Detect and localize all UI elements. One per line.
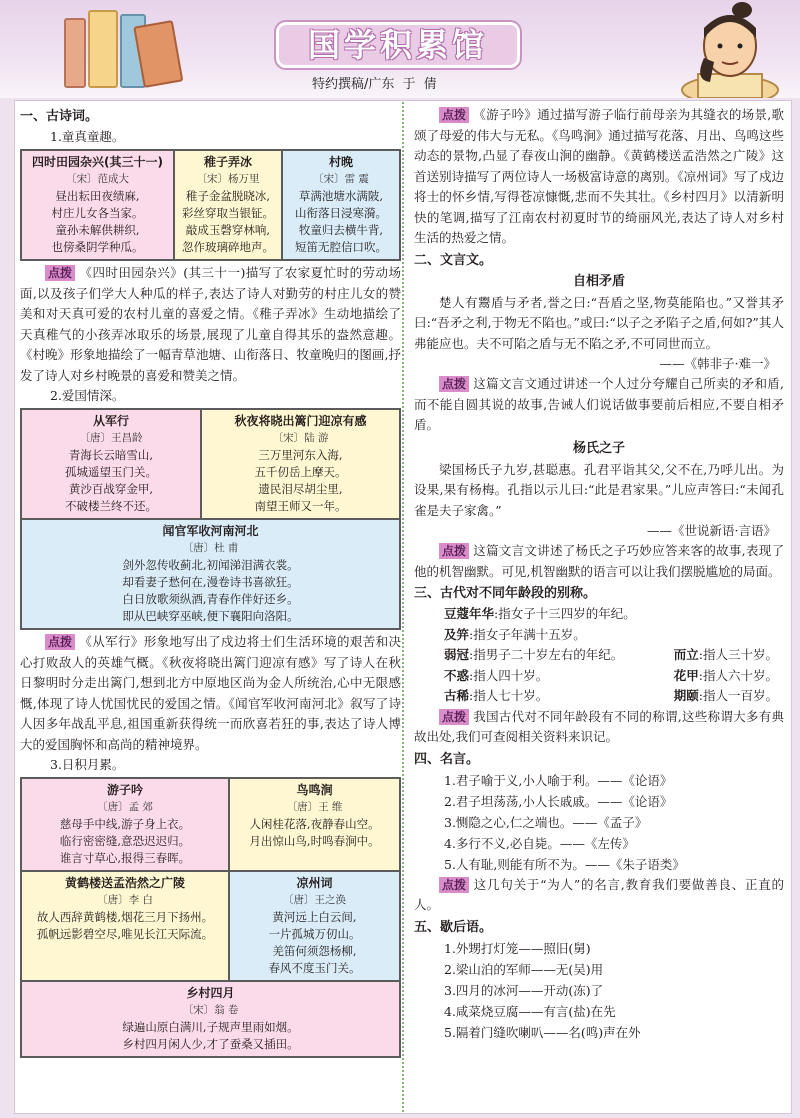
age-term-row (674, 645, 778, 666)
age-def: :指男子二十岁左右的年纪。 (469, 647, 624, 662)
poem-card (201, 409, 400, 519)
poem-author: 〔唐〕杜 甫 (182, 542, 239, 554)
age-def: :指人六十岁。 (698, 667, 778, 683)
age-term: 古稀 (444, 688, 470, 703)
age-def: :指人一百岁。 (698, 688, 778, 703)
classical-text: 楚人有鬻盾与矛者,誉之曰:“吾盾之坚,物莫能陷也。”又誉其矛曰:“吾矛之利,于物无不陷也。”或曰:“以子之矛陷子之盾,何如?”其人弗能应也。夫不可陷之盾与无不陷之矛,不可同世而立。 (414, 294, 784, 351)
age-term-row (444, 686, 674, 707)
age-term: 弱冠 (444, 647, 470, 662)
note-tag: 点拨 (439, 107, 469, 123)
age-term-row (444, 645, 674, 666)
poem-title: 黄鹤楼送孟浩然之广陵 (64, 876, 185, 890)
poem-line: 童孙未解供耕织, (55, 223, 140, 237)
poem-line: 白日放歌须纵酒,青春作伴好还乡。 (122, 592, 299, 606)
age-term: 而立 (673, 647, 699, 662)
poem-line: 村庄儿女各当家。 (51, 206, 144, 220)
poem-title: 四时田园杂兴(其三十一) (32, 155, 163, 169)
list-item: 3.恻隐之心,仁之端也。——《孟子》 (444, 814, 648, 830)
list-item: 2.君子坦荡荡,小人长戚戚。——《论语》 (444, 793, 673, 809)
note-text: 《游子吟》通过描写游子临行前母亲为其缝衣的场景,歌颂了母爱的伟大与无私。《鸟鸣涧》通过描写花落、月出、鸟鸣这些动态的景物,凸显了春夜山涧的幽静。《黄鹤楼送孟浩然之广陵》这首送别诗描写了两位诗人一场极富诗意的离别。《凉州词》写了戍边将士的怀乡情,写得苍凉慷慨,悲而不失其壮。《乡村四月》以清新明快的笔调,描写了江南农村初夏时节的绮丽风光,表达了诗人对乡村生活的热爱之情。 (414, 107, 784, 245)
note-paragraph (414, 105, 784, 249)
section-5-heading: 五、歇后语。 (414, 919, 493, 935)
poem-line: 敲成玉磬穿林响, (185, 223, 271, 237)
note-paragraph (20, 632, 401, 755)
section-1-sub-1: 1.童真童趣。 (50, 129, 125, 144)
section-2-heading: 二、文言文。 (414, 252, 493, 268)
age-terms (414, 604, 784, 707)
poem-title: 从军行 (92, 414, 129, 428)
poem-card (21, 519, 400, 629)
age-term-row (444, 666, 674, 687)
note-paragraph (414, 374, 784, 436)
poem-line: 黄河远上白云间, (272, 910, 357, 924)
poem-title: 秋夜将晓出篱门迎凉有感 (234, 414, 367, 428)
poem-line: 不破楼兰终不还。 (65, 499, 157, 513)
poem-table-2 (20, 408, 401, 630)
section-1-sub-3: 3.日积月累。 (50, 757, 125, 772)
poem-line: 昼出耘田夜绩麻, (55, 189, 140, 203)
poem-line: 三万里河东入海, (258, 448, 343, 462)
section-3-heading: 三、古代对不同年龄段的别称。 (414, 586, 597, 601)
poem-title: 闻官军收河南河北 (162, 524, 259, 538)
poem-author: 〔宋〕陆 游 (272, 432, 329, 444)
poem-title: 凉州词 (296, 876, 333, 890)
poem-author: 〔唐〕孟 郊 (97, 801, 153, 813)
poem-title: 游子吟 (106, 783, 143, 797)
poem-line: 一片孤城万仞山。 (268, 927, 361, 941)
poem-line: 故人西辞黄鹤楼,烟花三月下扬州。 (36, 910, 214, 924)
note-tag: 点拨 (439, 877, 469, 893)
poem-card (21, 150, 174, 260)
poem-line: 牧童归去横牛背, (298, 223, 384, 237)
poem-line: 草满池塘水满陂, (298, 189, 384, 203)
poem-table-3 (20, 777, 401, 1058)
age-def: :指人七十岁。 (469, 688, 549, 703)
poem-line: 彩丝穿取当银钲。 (182, 206, 274, 220)
poem-author: 〔宋〕翁 卷 (182, 1004, 239, 1016)
age-def: :指女子十三四岁的年纪。 (494, 606, 636, 621)
list-item: 1.君子喻于义,小人喻于利。——《论语》 (444, 772, 673, 788)
poem-line: 稚子金盆脱晓冰, (185, 189, 271, 203)
age-term: 期颐 (673, 688, 699, 703)
poem-line: 也傍桑阴学种瓜。 (51, 240, 144, 254)
poem-card (229, 871, 400, 981)
poem-author: 〔唐〕王之涣 (283, 894, 346, 906)
poem-card (21, 778, 229, 871)
poem-card (21, 871, 229, 981)
poem-line: 剑外忽传收蓟北,初闻涕泪满衣裳。 (122, 558, 299, 572)
age-def: :指人三十岁。 (698, 647, 778, 662)
list-item: 5.隔着门缝吹喇叭——名(鸣)声在外 (444, 1024, 641, 1040)
left-column (20, 101, 401, 1060)
age-term-row (444, 625, 778, 646)
poem-author: 〔唐〕王 维 (286, 801, 343, 813)
note-paragraph (414, 541, 784, 582)
right-column (414, 101, 784, 1043)
poem-line: 月出惊山鸟,时鸣春涧中。 (249, 834, 380, 848)
scholar-character-icon (664, 2, 784, 98)
byline: 特约撰稿/广东 于 倩 (312, 77, 437, 92)
poem-line: 青海长云暗雪山, (68, 448, 154, 462)
page-header (0, 0, 800, 98)
age-term: 不惑 (444, 667, 470, 683)
age-term-row (444, 604, 778, 625)
list-item: 5.人有耻,则能有所不为。——《朱子语类》 (444, 856, 685, 872)
poem-line: 五千仞岳上摩天。 (254, 465, 347, 479)
poem-line: 绿遍山原白满川,子规声里雨如烟。 (122, 1020, 299, 1034)
classical-text-title: 杨氏之子 (572, 440, 625, 456)
section-1-sub-2: 2.爱国情深。 (50, 388, 125, 403)
note-tag: 点拨 (439, 376, 469, 392)
poem-line: 孤帆远影碧空尽,唯见长江天际流。 (36, 927, 214, 941)
note-text: 《从军行》形象地写出了戍边将士们生活环境的艰苦和决心打败敌人的英雄气概。《秋夜将晓出篱门迎凉有感》写了诗人在秋日黎明时分走出篱门,想到北方中原地区尚为金人所统治,心中无限感慨,体现了诗人忧国忧民的爱国之情。《闻官军收河南河北》叙写了诗人因多年战乱平息,祖国重新获得统一而欣喜若狂的事,表达了诗人博大的爱国胸怀和高尚的精神境界。 (20, 634, 401, 752)
classical-text: 梁国杨氏子九岁,甚聪惠。孔君平诣其父,父不在,乃呼儿出。为设果,果有杨梅。孔指以示儿曰:“此是君家果。”儿应声答曰:“未闻孔雀是夫子家禽。” (414, 461, 784, 518)
poem-author: 〔唐〕李 白 (97, 894, 153, 906)
note-text: 这篇文言文通过讲述一个人过分夸耀自己所卖的矛和盾,而不能自圆其说的故事,告诫人们说话做事要前后相应,不要自相矛盾。 (414, 376, 784, 432)
poem-line: 南望王师又一年。 (254, 499, 347, 513)
poem-table-1 (20, 149, 401, 261)
books-illustration-icon (64, 8, 194, 88)
classical-source: ——《韩非子·难一》 (659, 356, 776, 371)
list-item: 3.四月的冰河——开动(冻)了 (444, 982, 604, 998)
column-divider (402, 102, 404, 1112)
poem-card (21, 981, 400, 1057)
poem-title: 鸟鸣涧 (296, 783, 333, 797)
poem-author: 〔唐〕王昌龄 (79, 432, 143, 444)
list-item: 2.梁山泊的军师——无(吴)用 (444, 961, 604, 977)
age-term-row (674, 666, 778, 687)
poem-card (21, 409, 201, 519)
xiehouyu-list (414, 938, 784, 1043)
poem-line: 孤城遥望玉门关。 (65, 465, 157, 479)
note-paragraph (414, 707, 784, 748)
poem-line: 人闲桂花落,夜静春山空。 (249, 817, 380, 831)
list-item: 4.咸菜烧豆腐——有言(盐)在先 (444, 1003, 616, 1019)
note-paragraph (20, 263, 401, 386)
poem-line: 遗民泪尽胡尘里, (258, 482, 343, 496)
list-item: 4.多行不义,必自毙。——《左传》 (444, 835, 635, 851)
poem-line: 乡村四月闲人少,才了蚕桑又插田。 (122, 1037, 299, 1051)
age-def: :指女子年满十五岁。 (469, 626, 586, 642)
poem-line: 却看妻子愁何在,漫卷诗书喜欲狂。 (122, 575, 299, 589)
note-text: 我国古代对不同年龄段有不同的称谓,这些称谓大多有典故出处,我们可查阅相关资料来识记。 (414, 708, 784, 744)
poem-line: 忽作玻璃碎地声。 (182, 240, 274, 254)
poem-author: 〔宋〕范成大 (66, 173, 129, 185)
age-term-row (674, 686, 778, 707)
list-item: 1.外甥打灯笼——照旧(舅) (444, 940, 591, 956)
poem-card (282, 150, 400, 260)
poem-line: 临行密密缝,意恐迟迟归。 (59, 834, 191, 848)
poem-line: 即从巴峡穿巫峡,便下襄阳向洛阳。 (122, 609, 299, 623)
section-4-heading: 四、名言。 (414, 751, 480, 767)
poem-card (174, 150, 282, 260)
note-paragraph (414, 875, 784, 916)
poem-author: 〔宋〕杨万里 (196, 173, 260, 185)
age-def: :指人四十岁。 (469, 667, 549, 683)
quote-list (414, 770, 784, 875)
age-term: 及笄 (444, 626, 470, 642)
age-term: 花甲 (673, 667, 699, 683)
poem-line: 谁言寸草心,报得三春晖。 (59, 851, 191, 865)
age-term: 豆蔻年华 (444, 606, 495, 621)
poem-line: 黄沙百战穿金甲, (68, 482, 154, 496)
note-text: 这篇文言文讲述了杨氏之子巧妙应答来客的故事,表现了他的机智幽默。可见,机智幽默的语言可以让我们摆脱尴尬的局面。 (414, 543, 784, 579)
note-tag: 点拨 (439, 543, 469, 559)
page-title: 国学积累馆 (276, 22, 520, 68)
poem-line: 慈母手中线,游子身上衣。 (59, 817, 191, 831)
note-text: 这几句关于“为人”的名言,教育我们要做善良、正直的人。 (414, 876, 784, 912)
classical-text-title: 自相矛盾 (572, 273, 625, 289)
poem-line: 羌笛何须怨杨柳, (272, 944, 357, 958)
section-1-heading: 一、古诗词。 (20, 109, 99, 124)
note-text: 《四时田园杂兴》(其三十一)描写了农家夏忙时的劳动场面,以及孩子们学大人种瓜的样子,表达了诗人对勤劳的村庄儿女的赞美和对天真可爱的农村儿童的喜爱之情。《稚子弄冰》生动地描绘了天真稚气的小孩弄冰取乐的场景,展现了儿童自得其乐的盎然意趣。《村晚》形象地描绘了一幅青草池塘、山衔落日、牧童晚归的图画,抒发了诗人对乡村晚景的喜爱和赞美之情。 (20, 265, 401, 383)
poem-title: 稚子弄冰 (203, 155, 252, 169)
classical-source: ——《世说新语·言语》 (647, 523, 776, 538)
poem-card (229, 778, 400, 871)
poem-author: 〔宋〕雷 震 (313, 173, 369, 185)
poem-line: 短笛无腔信口吹。 (295, 240, 387, 254)
poem-title: 乡村四月 (186, 986, 235, 1000)
poem-line: 山衔落日浸寒漪。 (295, 206, 387, 220)
poem-line: 春风不度玉门关。 (268, 961, 361, 975)
note-tag: 点拨 (439, 709, 469, 725)
note-tag: 点拨 (45, 265, 75, 281)
note-tag: 点拨 (45, 634, 75, 650)
poem-title: 村晚 (328, 155, 353, 169)
